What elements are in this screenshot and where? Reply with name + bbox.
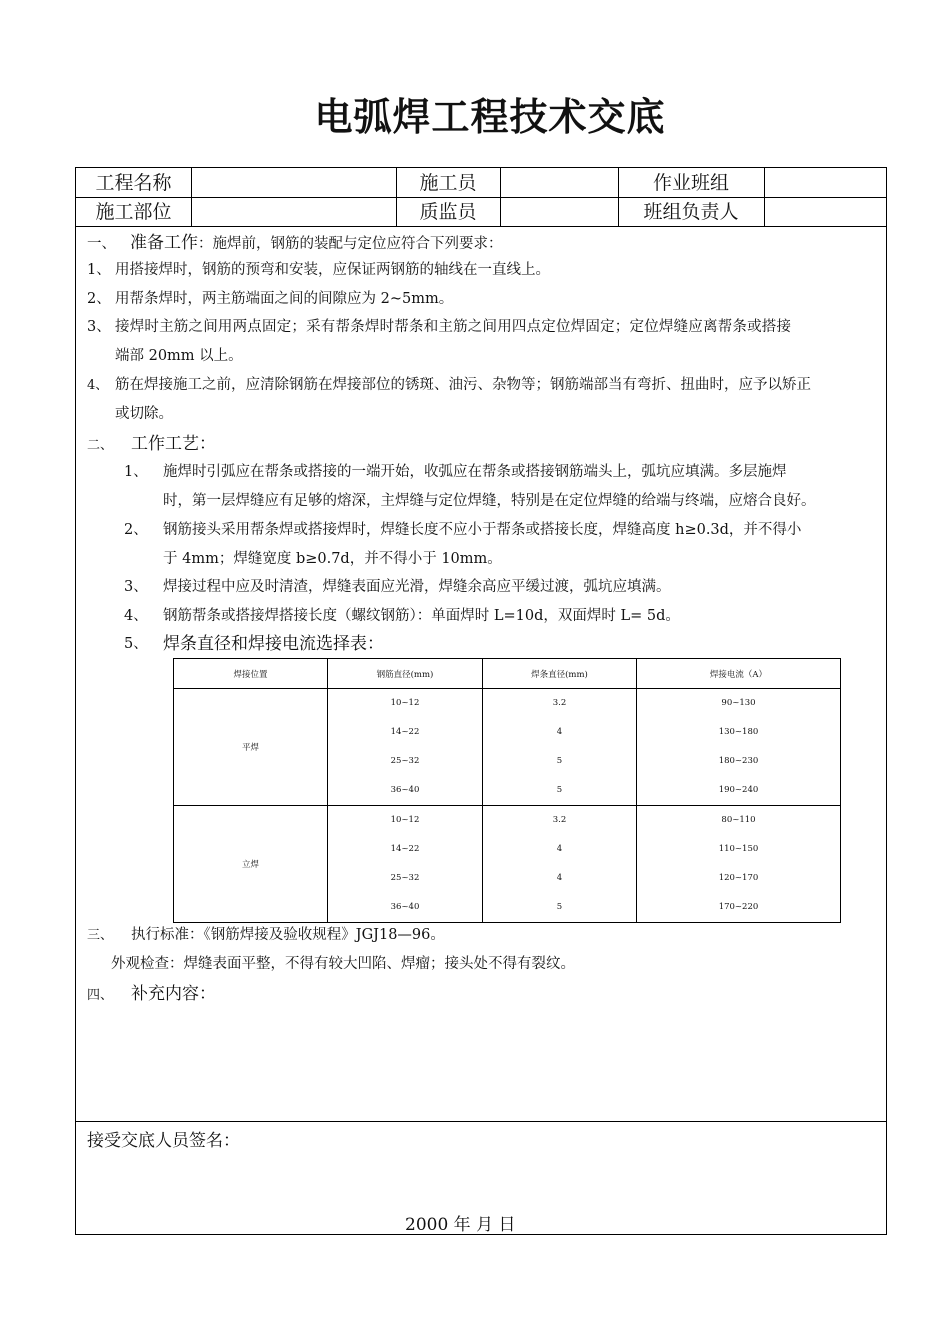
table-cell: 90~130 — [721, 698, 756, 708]
signature-label: 接受交底人员签名： — [87, 1131, 240, 1151]
table-cell: 25~32 — [390, 756, 420, 766]
section-number: 四、 — [87, 988, 114, 1003]
electrode-diameter-cell — [483, 806, 637, 923]
section-number: 三、 — [87, 928, 114, 943]
item-number: 1、 — [124, 464, 148, 480]
section-2-heading — [87, 430, 216, 460]
work-team-label: 作业班组 — [652, 172, 729, 194]
section-heading: 执行标准： — [131, 927, 204, 943]
list-item-text: 筋在焊接施工之前，应清除钢筋在焊接部位的锈斑、油污、杂物等；钢筋端部当有弯折、扭曲时，应予以矫正 — [115, 377, 811, 393]
section-heading: 准备工作 — [130, 233, 198, 253]
section-number: 一、 — [87, 236, 116, 252]
table-cell: 4 — [556, 844, 563, 854]
list-item — [87, 256, 111, 285]
section-3-heading — [87, 921, 445, 950]
item-number: 2、 — [124, 522, 148, 538]
table-header: 焊条直径(mm) — [483, 659, 637, 689]
team-leader-label: 班组负责人 — [643, 201, 739, 223]
item-number: 4、 — [124, 608, 148, 624]
welding-current-cell — [637, 806, 841, 923]
table-header: 焊接位置 — [174, 659, 328, 689]
table-cell: 130~180 — [718, 727, 759, 737]
section-intro: ：施焊前，钢筋的装配与定位应符合下列要求： — [198, 236, 503, 252]
table-header: 钢筋直径(mm) — [328, 659, 483, 689]
table-cell: 36~40 — [390, 785, 420, 795]
section-4-heading — [87, 980, 216, 1010]
table-cell: 180~230 — [718, 756, 759, 766]
table-cell: 14~22 — [390, 844, 420, 854]
section-heading: 工作工艺： — [131, 434, 217, 454]
list-item-text: 用搭接焊时，钢筋的预弯和安装，应保证两钢筋的轴线在一直线上。 — [115, 262, 550, 278]
table-header-row — [174, 659, 841, 689]
quality-supervisor-label: 质监员 — [419, 201, 477, 223]
table-header: 焊接电流（A） — [637, 659, 841, 689]
table-cell: 80~110 — [721, 815, 756, 825]
inspection-note: 外观检查：焊缝表面平整，不得有较大凹陷、焊瘤；接头处不得有裂纹。 — [111, 956, 575, 972]
constructor-label: 施工员 — [419, 172, 477, 194]
table-row — [174, 806, 841, 923]
table-row — [174, 689, 841, 806]
item-number: 3、 — [87, 319, 111, 335]
welding-current-cell — [637, 689, 841, 806]
table-cell: 5 — [556, 785, 563, 795]
list-item — [87, 285, 111, 314]
construction-site-label: 施工部位 — [95, 201, 172, 223]
item-number: 2、 — [87, 291, 111, 307]
list-item — [124, 516, 148, 545]
weld-position: 平焊 — [174, 689, 328, 806]
table-cell: 4 — [556, 727, 563, 737]
list-item-text: 焊条直径和焊接电流选择表： — [163, 634, 384, 654]
list-item — [87, 371, 108, 400]
document-title: 电弧焊工程技术交底 — [314, 95, 666, 139]
list-item — [87, 313, 111, 342]
signature-date: 2000 年 月 日 — [405, 1215, 516, 1235]
table-cell: 3.2 — [552, 698, 567, 708]
section-number: 二、 — [87, 438, 114, 453]
weld-position: 立焊 — [174, 806, 328, 923]
list-item-text: 或切除。 — [115, 406, 173, 422]
item-number: 5、 — [124, 636, 148, 652]
list-item — [124, 573, 148, 602]
weld-parameter-table — [173, 658, 841, 923]
list-item-text: 接焊时主筋之间用两点固定；采有帮条焊时帮条和主筋之间用四点定位焊固定；定位焊缝应离帮条或搭接 — [115, 319, 792, 335]
table-cell: 5 — [556, 756, 563, 766]
list-item — [124, 630, 148, 659]
list-item — [124, 458, 148, 487]
rebar-diameter-cell — [328, 689, 483, 806]
list-item — [124, 602, 148, 631]
list-item-text: 时，第一层焊缝应有足够的熔深，主焊缝与定位焊缝，特别是在定位焊缝的给端与终端，应熔合良好。 — [163, 493, 816, 509]
list-item-text: 于 4mm；焊缝宽度 b≥0.7d，并不得小于 10mm。 — [163, 551, 502, 567]
item-number: 3、 — [124, 579, 148, 595]
table-cell: 110~150 — [718, 844, 759, 854]
table-cell: 190~240 — [718, 785, 759, 795]
list-item-text: 钢筋帮条或搭接焊搭接长度（螺纹钢筋）：单面焊时 L=10d，双面焊时 L= 5d。 — [163, 608, 680, 624]
list-item-text: 用帮条焊时，两主筋端面之间的间隙应为 2~5mm。 — [115, 291, 454, 307]
table-cell: 5 — [556, 902, 563, 912]
table-cell: 10~12 — [390, 815, 420, 825]
list-item-text: 焊接过程中应及时清渣，焊缝表面应光滑，焊缝余高应平缓过渡，弧坑应填满。 — [163, 579, 671, 595]
project-name-label: 工程名称 — [95, 172, 172, 194]
item-number: 1、 — [87, 262, 111, 278]
table-cell: 14~22 — [390, 727, 420, 737]
standard-reference: 《钢筋焊接及验收规程》JGJ18—96。 — [203, 927, 445, 943]
table-cell: 25~32 — [390, 873, 420, 883]
list-item-text: 施焊时引弧应在帮条或搭接的一端开始，收弧应在帮条或搭接钢筋端头上，弧坑应填满。多层施焊 — [163, 464, 787, 480]
section-1-heading — [87, 229, 503, 259]
table-cell: 36~40 — [390, 902, 420, 912]
table-cell: 120~170 — [718, 873, 759, 883]
table-cell: 4 — [556, 873, 563, 883]
section-heading: 补充内容： — [131, 984, 217, 1004]
rebar-diameter-cell — [328, 806, 483, 923]
list-item-text: 端部 20mm 以上。 — [115, 348, 243, 364]
table-cell: 10~12 — [390, 698, 420, 708]
electrode-diameter-cell — [483, 689, 637, 806]
table-cell: 170~220 — [718, 902, 759, 912]
list-item-text: 钢筋接头采用帮条焊或搭接焊时，焊缝长度不应小于帮条或搭接长度，焊缝高度 h≥0.3d，并不得小 — [163, 522, 802, 538]
table-cell: 3.2 — [552, 815, 567, 825]
item-number: 4、 — [87, 378, 109, 393]
